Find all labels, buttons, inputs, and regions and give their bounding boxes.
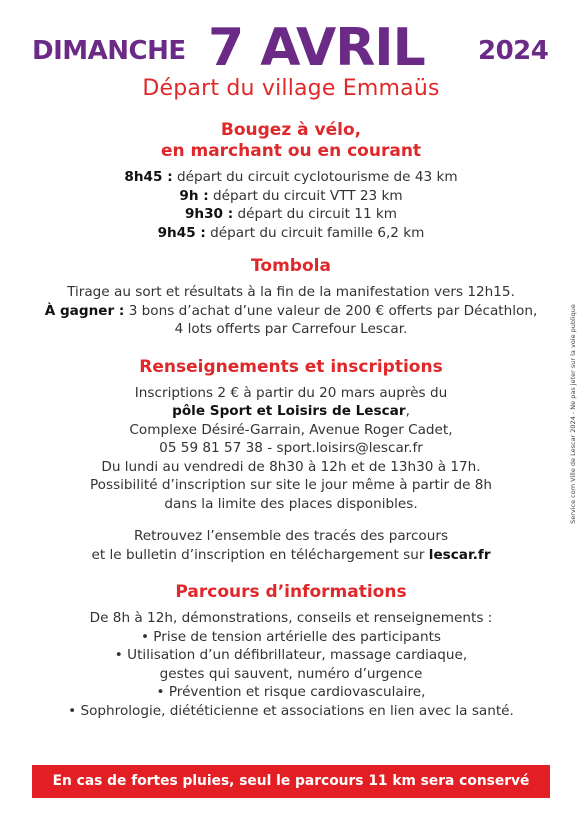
side-note-text: Service com Ville de Lescar 2024 - Ne pas jeter sur la voie publique: [569, 304, 577, 524]
registration-hours: Du lundi au vendredi de 8h30 à 12h et de 13h30 à 17h.: [101, 458, 481, 475]
section-tombola-title: Tombola: [251, 256, 331, 276]
header-date: 7 AVRIL: [208, 18, 425, 78]
list-item: • Utilisation d’un défibrillateur, massage cardiaque,: [114, 647, 468, 663]
weather-banner: En cas de fortes pluies, seul le parcours 11 km sera conservé: [32, 765, 550, 798]
tombola-prize-line: [0, 302, 582, 321]
side-note: [568, 300, 578, 530]
download-text: et le bulletin d’inscription en téléchargement sur: [91, 546, 429, 563]
website-link[interactable]: lescar.fr: [428, 546, 491, 563]
registration-contact: 05 59 81 57 38 - sport.loisirs@lescar.fr: [159, 440, 423, 456]
schedule-text: départ du circuit cyclotourisme de 43 km: [172, 169, 458, 185]
registration-line: Retrouvez l’ensemble des tracés des parcours: [133, 528, 449, 544]
registration-download: [0, 546, 582, 565]
section-activities: [0, 120, 582, 242]
section-registration-title: Renseignements et inscriptions: [139, 356, 443, 377]
registration-line: Inscriptions 2 € à partir du 20 mars auprès du: [134, 384, 448, 401]
section-registration: [0, 357, 582, 565]
poster-content: [0, 120, 582, 720]
registration-venue: [0, 402, 582, 421]
schedule-item: [0, 168, 582, 187]
schedule-time: 9h45 :: [157, 224, 206, 241]
header-year: 2024: [478, 36, 549, 66]
schedule-time: 9h30 :: [184, 206, 234, 222]
schedule-item: [0, 205, 582, 224]
tombola-line: Tirage au sort et résultats à la fin de la manifestation vers 12h15.: [67, 284, 515, 300]
schedule-time: 8h45 :: [124, 169, 173, 185]
registration-line: dans la limite des places disponibles.: [164, 495, 418, 512]
venue-tail: ,: [405, 403, 410, 419]
list-item: • Prise de tension artérielle des participants: [140, 628, 442, 645]
tombola-line: 4 lots offerts par Carrefour Lescar.: [174, 321, 408, 337]
venue-name: pôle Sport et Loisirs de Lescar: [172, 403, 406, 419]
subtitle: Départ du village Emmaüs: [142, 76, 440, 101]
list-item: • Prévention et risque cardiovasculaire,: [156, 684, 426, 700]
section-info: [0, 582, 582, 720]
schedule-text: départ du circuit famille 6,2 km: [205, 224, 425, 241]
schedule-text: départ du circuit 11 km: [233, 206, 398, 222]
header-day: DIMANCHE: [32, 36, 186, 66]
section-info-title: Parcours d’informations: [175, 582, 407, 602]
section-activities-title-1: Bougez à vélo,: [220, 120, 362, 140]
list-item: gestes qui sauvent, numéro d’urgence: [159, 665, 423, 682]
prize-label: À gagner :: [44, 302, 125, 319]
schedule-time: 9h :: [179, 187, 209, 204]
registration-line: Possibilité d’inscription sur site le jour même à partir de 8h: [89, 477, 493, 493]
section-activities-title-2: en marchant ou en courant: [160, 141, 422, 161]
prize-text: 3 bons d’achat d’une valeur de 200 € offerts par Décathlon,: [124, 302, 538, 319]
registration-line: Complexe Désiré-Garrain, Avenue Roger Cadet,: [129, 421, 453, 438]
schedule-item: [0, 224, 582, 243]
section-tombola: [0, 256, 582, 339]
schedule-item: [0, 187, 582, 206]
list-item: • Sophrologie, diététicienne et associations en lien avec la santé.: [68, 702, 514, 719]
schedule-text: départ du circuit VTT 23 km: [208, 187, 403, 204]
info-intro: De 8h à 12h, démonstrations, conseils et renseignements :: [89, 610, 493, 626]
header: [0, 18, 582, 80]
